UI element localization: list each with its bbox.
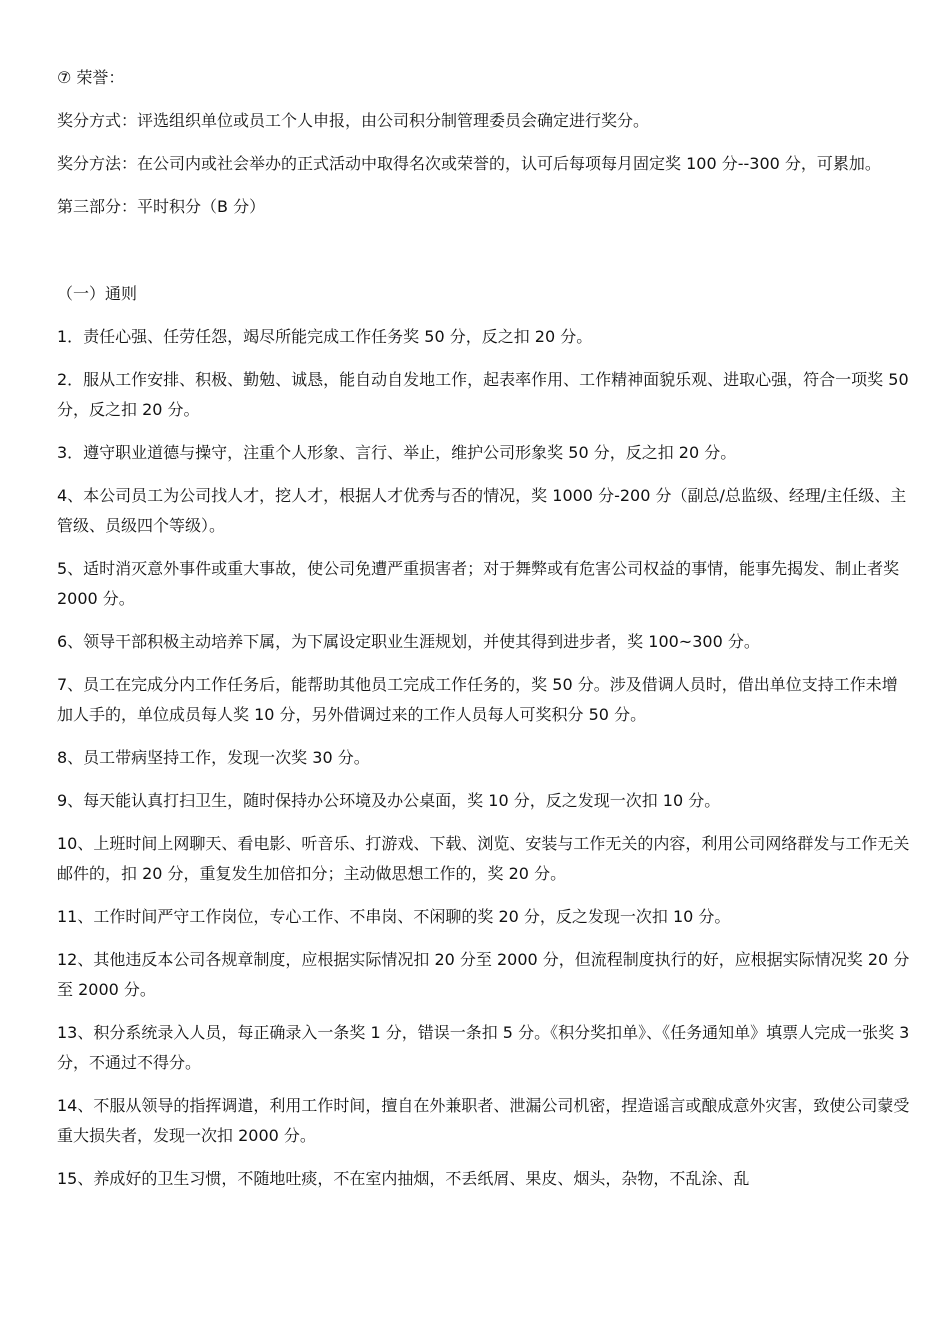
rule-item-6: 6、领导干部积极主动培养下属，为下属设定职业生涯规划，并使其得到进步者，奖 100~300 分。 (57, 632, 760, 651)
section-heading: （一）通则 (57, 284, 138, 303)
reward-rule-paragraph: 奖分方法：在公司内或社会举办的正式活动中取得名次或荣誉的，认可后每项每月固定奖 100 分--300 分，可累加。 (57, 154, 881, 173)
part-three-heading: 第三部分：平时积分（B 分） (57, 197, 266, 216)
rule-item-11: 11、工作时间严守工作岗位，专心工作、不串岗、不闲聊的奖 20 分，反之发现一次扣 10 分。 (57, 907, 731, 926)
rule-item-8: 8、员工带病坚持工作，发现一次奖 30 分。 (57, 748, 370, 767)
blank-line (57, 235, 910, 279)
honor-heading: ⑦ 荣誉： (57, 68, 125, 87)
rule-item-15: 15、养成好的卫生习惯，不随地吐痰，不在室内抽烟，不丢纸屑、果皮、烟头，杂物，不乱涂、乱 (57, 1169, 750, 1188)
rule-item-7: 7、员工在完成分内工作任务后，能帮助其他员工完成工作任务的，奖 50 分。涉及借调人员时，借出单位支持工作未增加人手的，单位成员每人奖 10 分，另外借调过来的工作人员每人可奖积分 50 分。 (57, 675, 898, 724)
rule-item-14: 14、不服从领导的指挥调遣，利用工作时间，擅自在外兼职者、泄漏公司机密，捏造谣言或酿成意外灾害，致使公司蒙受重大损失者，发现一次扣 2000 分。 (57, 1096, 910, 1145)
rule-item-9: 9、每天能认真打扫卫生，随时保持办公环境及办公桌面，奖 10 分，反之发现一次扣 10 分。 (57, 791, 721, 810)
rule-item-4: 4、本公司员工为公司找人才，挖人才，根据人才优秀与否的情况，奖 1000 分-200 分（副总/总监级、经理/主任级、主管级、员级四个等级）。 (57, 486, 907, 535)
rule-item-13: 13、积分系统录入人员，每正确录入一条奖 1 分，错误一条扣 5 分。《积分奖扣单》、《任务通知单》填票人完成一张奖 3 分，不通过不得分。 (57, 1023, 910, 1072)
rule-item-3: 3．遵守职业道德与操守，注重个人形象、言行、举止，维护公司形象奖 50 分，反之扣 20 分。 (57, 443, 737, 462)
reward-method-paragraph: 奖分方式：评选组织单位或员工个人申报，由公司积分制管理委员会确定进行奖分。 (57, 111, 650, 130)
rule-item-12: 12、其他违反本公司各规章制度，应根据实际情况扣 20 分至 2000 分，但流程制度执行的好，应根据实际情况奖 20 分至 2000 分。 (57, 950, 910, 999)
rule-item-10: 10、上班时间上网聊天、看电影、听音乐、打游戏、下载、浏览、安装与工作无关的内容，利用公司网络群发与工作无关邮件的，扣 20 分，重复发生加倍扣分；主动做思想工作的，奖 20 分。 (57, 834, 910, 883)
rule-item-2: 2．服从工作安排、积极、勤勉、诚恳，能自动自发地工作，起表率作用、工作精神面貌乐观、进取心强，符合一项奖 50 分，反之扣 20 分。 (57, 370, 909, 419)
rule-item-5: 5、适时消灭意外事件或重大事故，使公司免遭严重损害者；对于舞弊或有危害公司权益的事情，能事先揭发、制止者奖 2000 分。 (57, 559, 900, 608)
rule-item-1: 1．责任心强、任劳任怨，竭尽所能完成工作任务奖 50 分，反之扣 20 分。 (57, 327, 593, 346)
